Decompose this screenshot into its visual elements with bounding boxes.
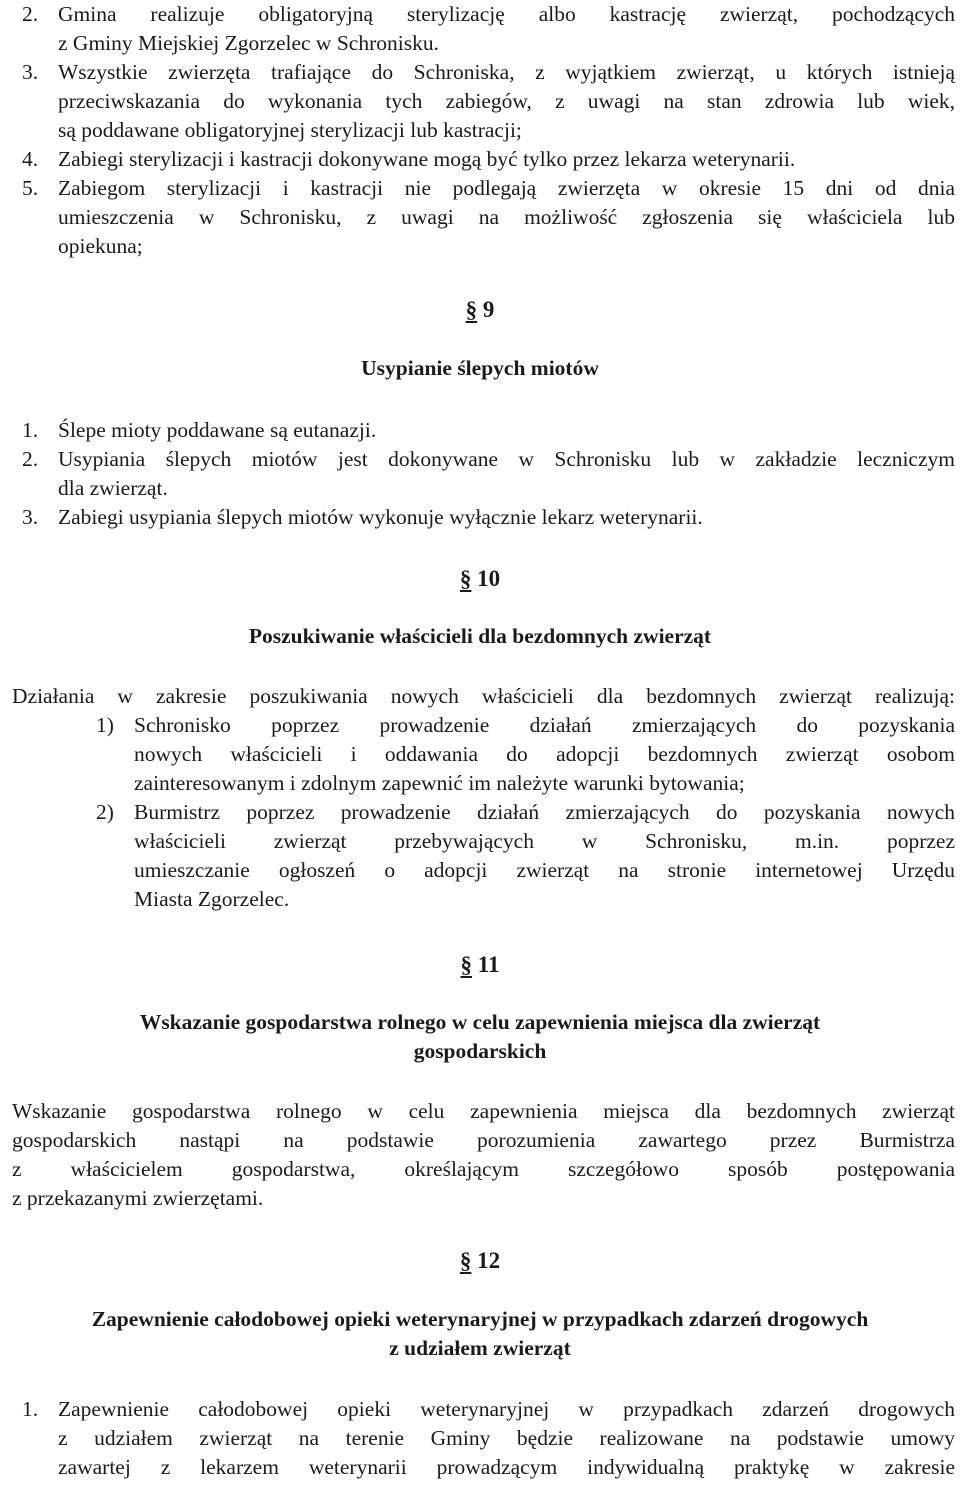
list-item-line: nowych właścicieli i oddawania do adopcji bezdomnych zwierząt osobom xyxy=(134,742,955,766)
list-item-line: Burmistrz poprzez prowadzenie działań zmierzających do pozyskania nowych xyxy=(134,800,955,824)
section-heading xyxy=(0,295,960,324)
list-item-line: Schronisko poprzez prowadzenie działań zmierzających do pozyskania xyxy=(134,713,955,737)
section-title: Usypianie ślepych miotów xyxy=(361,356,599,380)
paragraph-symbol: § xyxy=(459,1248,472,1273)
list-number: 5. xyxy=(22,176,39,200)
list-item-line: umieszczanie ogłoszeń o adopcji zwierząt na stronie internetowej Urzędu xyxy=(134,858,955,882)
list-number: 2. xyxy=(22,2,39,26)
list-item-line: właścicieli zwierząt przebywających w Schronisku, m.in. poprzez xyxy=(134,829,955,853)
list-item-line: z Gminy Miejskiej Zgorzelec w Schronisku. xyxy=(58,31,439,55)
list-number: 2. xyxy=(22,447,39,471)
list-item-line: Gmina realizuje obligatoryjną sterylizację albo kastrację zwierząt, pochodzących xyxy=(58,2,955,26)
paragraph-line: gospodarskich nastąpi na podstawie porozumienia zawartego przez Burmistrza xyxy=(12,1128,955,1152)
list-item-line: Zabiegi usypiania ślepych miotów wykonuje wyłącznie lekarz weterynarii. xyxy=(58,505,703,529)
list-item-line: z udziałem zwierząt na terenie Gminy będzie realizowane na podstawie umowy xyxy=(58,1426,955,1450)
list-number: 3. xyxy=(22,505,39,529)
section-number: 10 xyxy=(477,566,501,591)
section-intro: Działania w zakresie poszukiwania nowych właścicieli dla bezdomnych zwierząt realizują: xyxy=(12,684,955,708)
list-item-line: Ślepe mioty poddawane są eutanazji. xyxy=(58,418,377,442)
list-item-line: Zapewnienie całodobowej opieki weterynaryjnej w przypadkach zdarzeń drogowych xyxy=(58,1397,955,1421)
list-item-line: Usypiania ślepych miotów jest dokonywane w Schronisku lub w zakładzie leczniczym xyxy=(58,447,955,471)
list-item-line: są poddawane obligatoryjnej sterylizacji lub kastracji; xyxy=(58,118,522,142)
section-title-line: gospodarskich xyxy=(413,1039,547,1063)
paragraph-line: z przekazanymi zwierzętami. xyxy=(12,1186,264,1210)
list-number: 3. xyxy=(22,60,39,84)
section-number: 12 xyxy=(477,1248,501,1273)
section-heading xyxy=(0,564,960,593)
list-number: 2) xyxy=(96,800,114,824)
list-number: 1) xyxy=(96,713,114,737)
list-item-line: Wszystkie zwierzęta trafiające do Schroniska, z wyjątkiem zwierząt, u których istnieją xyxy=(58,60,955,84)
paragraph-line: Wskazanie gospodarstwa rolnego w celu zapewnienia miejsca dla bezdomnych zwierząt xyxy=(12,1099,955,1123)
paragraph-symbol: § xyxy=(460,952,472,977)
list-item-line: Zabiegi sterylizacji i kastracji dokonywane mogą być tylko przez lekarza weterynarii. xyxy=(58,147,796,171)
section-title-line: z udziałem zwierząt xyxy=(389,1336,571,1360)
section-number: 9 xyxy=(482,297,495,322)
list-item-line: Miasta Zgorzelec. xyxy=(134,887,290,911)
section-number: 11 xyxy=(477,952,500,977)
list-number: 1. xyxy=(22,1397,39,1421)
section-title-line: Wskazanie gospodarstwa rolnego w celu zapewnienia miejsca dla zwierząt xyxy=(139,1010,821,1034)
list-item-line: Zabiegom sterylizacji i kastracji nie podlegają zwierzęta w okresie 15 dni od dnia xyxy=(58,176,955,200)
list-item-line: zawartej z lekarzem weterynarii prowadzącym indywidualną praktykę w zakresie xyxy=(58,1455,955,1479)
paragraph-line: z właścicielem gospodarstwa, określającym szczegółowo sposób postępowania xyxy=(12,1157,955,1181)
list-item-line: zainteresowanym i zdolnym zapewnić im należyte warunki bytowania; xyxy=(134,771,745,795)
list-item-line: przeciwskazania do wykonania tych zabiegów, z uwagi na stan zdrowia lub wiek, xyxy=(58,89,955,113)
section-title-line: Zapewnienie całodobowej opieki weterynaryjnej w przypadkach zdarzeń drogowych xyxy=(91,1307,869,1331)
list-item-line: umieszczenia w Schronisku, z uwagi na możliwość zgłoszenia się właściciela lub xyxy=(58,205,955,229)
section-title: Poszukiwanie właścicieli dla bezdomnych zwierząt xyxy=(248,624,712,648)
paragraph-symbol: § xyxy=(465,297,478,322)
section-heading xyxy=(0,1246,960,1275)
list-number: 1. xyxy=(22,418,39,442)
section-heading xyxy=(0,950,960,979)
list-number: 4. xyxy=(22,147,39,171)
paragraph-symbol: § xyxy=(459,566,472,591)
list-item-line: dla zwierząt. xyxy=(58,476,168,500)
list-item-line: opiekuna; xyxy=(58,234,143,258)
